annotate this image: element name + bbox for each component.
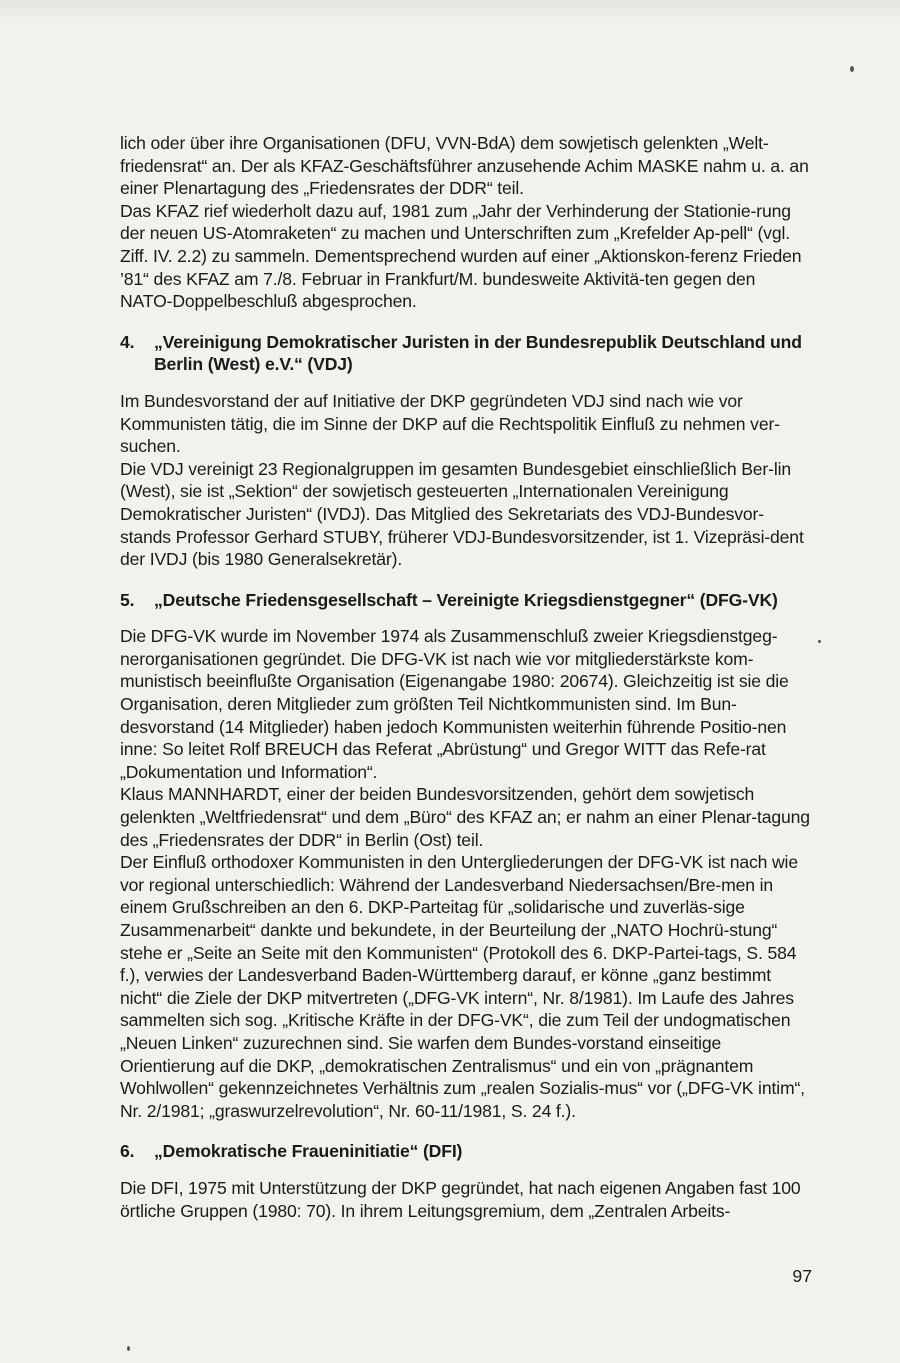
section-number: 5. xyxy=(120,589,135,610)
body-paragraph: Klaus MANNHARDT, einer der beiden Bundesvorsitzenden, gehört dem sowjetisch gelenkten „Weltfriedensrat“ und dem „Büro“ des KFAZ an; er nahm an einer Plenar-tagung des „Friedensrates der DDR“ in Berlin (Ost) teil. xyxy=(120,784,810,850)
section-title: „Deutsche Friedensgesellschaft – Vereinigte Kriegsdienstgegner“ (DFG-VK) xyxy=(154,589,778,610)
section-number: 4. xyxy=(120,331,135,352)
scan-speck xyxy=(850,66,854,72)
section-heading xyxy=(120,589,810,612)
scan-speck xyxy=(127,1346,130,1351)
body-paragraph: Die DFI, 1975 mit Unterstützung der DKP gegründet, hat nach eigenen Angaben fast 100 örtliche Gruppen (1980: 70). In ihrem Leitungsgremium, dem „Zentralen Arbeits- xyxy=(120,1177,801,1221)
section-title: „Demokratische Fraueninitiatie“ (DFI) xyxy=(154,1141,463,1162)
section-number: 6. xyxy=(120,1141,135,1162)
page-number: 97 xyxy=(792,1266,812,1286)
body-paragraph: lich oder über ihre Organisationen (DFU, VVN-BdA) dem sowjetisch gelenkten „Welt-friedensrat“ an. Der als KFAZ-Geschäftsführer anzusehende Achim MASKE nahm u. a. an einer Plenartagung des „Friedensrates der DDR“ teil. xyxy=(120,133,809,199)
body-paragraph: Die DFG-VK wurde im November 1974 als Zusammenschluß zweier Kriegsdienstgeg-nerorganisationen gegründet. Die DFG-VK ist nach wie vor mitgliederstärkste kom-munistisch beeinflußte Organisation (Eigenangabe 1980: 20674). Gleichzeitig ist sie die Organisation, deren Mitglieder zum größten Teil Nichtkommunisten sind. Im Bun-desvorstand (14 Mitglieder) haben jedoch Kommunisten weiterhin führende Positio-nen inne: So leitet Rolf BREUCH das Referat „Abrüstung“ und Gregor WITT das Refe-rat „Dokumentation und Information“. xyxy=(120,626,789,782)
section-dfi xyxy=(120,1140,810,1222)
page-body xyxy=(120,132,810,1222)
scan-speck xyxy=(818,640,821,643)
section-heading xyxy=(120,331,810,376)
body-paragraph: Im Bundesvorstand der auf Initiative der DKP gegründeten VDJ sind nach wie vor Kommunisten tätig, die im Sinne der DKP auf die Rechtspolitik Einfluß zu nehmen ver-suchen. xyxy=(120,390,780,457)
section-vdj xyxy=(120,331,810,571)
body-paragraph: Das KFAZ rief wiederholt dazu auf, 1981 zum „Jahr der Verhinderung der Stationie-rung der neuen US-Atomraketen“ zu machen und Unterschriften zum „Krefelder Ap-pell“ (vgl. Ziff. IV. 2.2) zu sammeln. Dementsprechend wurden auf einer „Aktionskon-ferenz Frieden ’81“ des KFAZ am 7./8. Februar in Frankfurt/M. bundesweite Aktivitä-ten gegen den NATO-Doppelbeschluß abgesprochen. xyxy=(120,200,802,312)
body-paragraph: Der Einfluß orthodoxer Kommunisten in den Untergliederungen der DFG-VK ist nach wie vor regional unterschiedlich: Während der Landesverband Niedersachsen/Bre-men in einem Grußschreiben an den 6. DKP-Parteitag für „solidarische und zuverläs-sige Zusammenarbeit“ dankte und bekundete, in der Beurteilung der „NATO Hochrü-stung“ stehe er „Seite an Seite mit den Kommunisten“ (Protokoll des 6. DKP-Partei-tags, S. 584 f.), verwies der Landesverband Baden-Württemberg darauf, er könne „ganz bestimmt nicht“ die Ziele der DKP mitvertreten („DFG-VK intern“, Nr. 8/1981). Im Laufe des Jahres sammelten sich sog. „Kritische Kräfte in der DFG-VK“, die zum Teil der undogmatischen „Neuen Linken“ zuzurechnen sind. Sie warfen dem Bundes-vorstand einseitige Orientierung auf die DKP, „demokratischen Zentralismus“ und ein von „prägnantem Wohlwollen“ gekennzeichnetes Verhältnis zum „realen Sozialis-mus“ vor („DFG-VK intim“, Nr. 2/1981; „graswurzelrevolution“, Nr. 60-11/1981, S. 24 f.). xyxy=(120,852,805,1121)
body-paragraph: Die VDJ vereinigt 23 Regionalgruppen im gesamten Bundesgebiet einschließlich Ber-lin (West), sie ist „Sektion“ der sowjetisch gesteuerten „Internationalen Vereinigung Demokratischer Juristen“ (IVDJ). Das Mitglied des Sekretariats des VDJ-Bundesvor-stands Professor Gerhard STUBY, früherer VDJ-Bundesvorsitzender, ist 1. Vizepräsi-dent der IVDJ (bis 1980 Generalsekretär). xyxy=(120,458,804,570)
scan-edge-shadow xyxy=(0,0,900,26)
section-dfg-vk xyxy=(120,589,810,1123)
intro-block xyxy=(120,132,810,313)
section-heading xyxy=(120,1140,810,1163)
section-title: „Vereinigung Demokratischer Juristen in der Bundesrepublik Deutschland und Berlin (West) e.V.“ (VDJ) xyxy=(154,331,802,375)
